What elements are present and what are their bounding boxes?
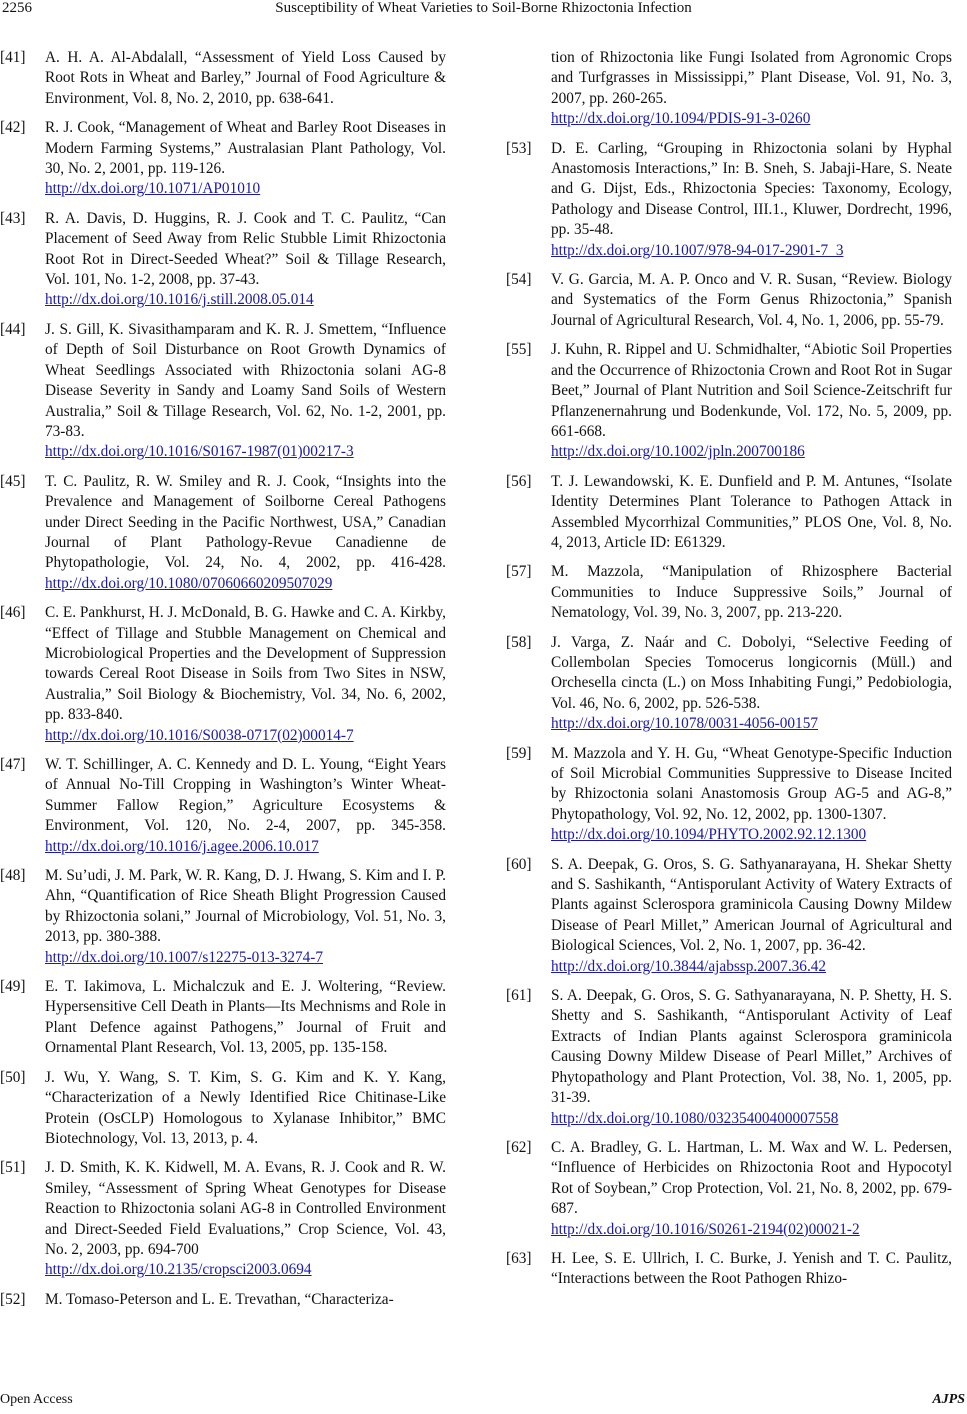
reference-number: [61] [506, 987, 532, 1005]
doi-link[interactable]: http://dx.doi.org/10.1016/j.still.2008.05.014 [45, 291, 314, 309]
reference-number: [52] [0, 1290, 26, 1308]
reference-item [0, 977, 446, 1059]
reference-text [45, 1068, 446, 1150]
reference-citation: S. A. Deepak, G. Oros, S. G. Sathyanarayana, H. Shekar Shetty and S. Sashikanth, “Antisporulant Activity of Watery Extracts of Plants against Sclerospora graminicola Causing Downy Mildew Disease of Pearl Millet,” American Journal of Agricultural and Biological Sciences, Vol. 2, No. 1, 2007, pp. 36-42. [551, 855, 952, 955]
references-left-column [0, 48, 446, 1319]
reference-citation: M. Tomaso-Peterson and L. E. Trevathan, “Characteriza- [45, 1290, 394, 1308]
reference-text [551, 855, 952, 977]
reference-number: [47] [0, 756, 26, 773]
reference-item [506, 1138, 952, 1240]
reference-item [0, 48, 446, 109]
reference-text [45, 472, 446, 594]
reference-citation: V. G. Garcia, M. A. P. Onco and V. R. Susan, “Review. Biology and Systematics of the Form Genus Rhizoctonia,” Spanish Journal of Agricultural Research, Vol. 4, No. 1, 2006, pp. 55-79. [551, 271, 952, 329]
reference-item [506, 1249, 952, 1290]
reference-citation: T. J. Lewandowski, K. E. Dunfield and P. M. Antunes, “Isolate Identity Determines Plant Tolerance to Pathogen Attack in Assembled Mycorrhizal Communities,” PLOS One, Vol. 8, No. 4, 2013, Article ID: E61329. [551, 472, 952, 551]
reference-item [0, 755, 446, 857]
doi-link[interactable]: http://dx.doi.org/10.1080/07060660209507029 [45, 574, 333, 592]
reference-text [45, 48, 446, 109]
doi-link[interactable]: http://dx.doi.org/10.1007/s12275-013-3274-7 [45, 948, 324, 966]
reference-text [45, 1158, 446, 1280]
reference-item [506, 139, 952, 261]
reference-text [45, 209, 446, 311]
reference-number: [51] [0, 1159, 26, 1177]
reference-text [45, 1290, 446, 1310]
reference-citation: J. D. Smith, K. K. Kidwell, M. A. Evans, R. J. Cook and R. W. Smiley, “Assessment of Spring Wheat Genotypes for Disease Reaction to Rhizoctonia solani AG-8 in Controlled Environment and Direct-Seeded Field Evaluations,” Crop Science, Vol. 43, No. 2, 2003, pp. 694-700 [45, 1159, 446, 1258]
reference-text [551, 472, 952, 554]
reference-text [551, 633, 952, 735]
reference-citation: C. E. Pankhurst, H. J. McDonald, B. G. Hawke and C. A. Kirkby, “Effect of Tillage and Stubble Management on Chemical and Microbiological Properties and the Development of Suppression towards Cereal Root Disease in Soils from Two Sites in NSW, Australia,” Soil Biology & Biochemistry, Vol. 34, No. 6, 2002, pp. 833-840. [45, 604, 446, 724]
footer-open-access: Open Access [0, 1392, 73, 1407]
reference-text [551, 986, 952, 1129]
doi-link[interactable]: http://dx.doi.org/10.1016/S0038-0717(02)00014-7 [45, 726, 354, 744]
reference-item [506, 472, 952, 554]
reference-number: [57] [506, 563, 532, 581]
reference-text [45, 755, 446, 857]
doi-link[interactable]: http://dx.doi.org/10.1071/AP01010 [45, 180, 261, 198]
reference-number: [62] [506, 1138, 532, 1156]
reference-citation: M. Su’udi, J. M. Park, W. R. Kang, D. J. Hwang, S. Kim and I. P. Ahn, “Quantification of Rice Sheath Blight Progression Caused by Rhizoctonia solani,” Journal of Microbiology, Vol. 51, No. 3, 2013, pp. 380-388. [45, 867, 446, 946]
reference-text [551, 139, 952, 261]
reference-number: [53] [506, 139, 532, 157]
reference-citation: R. J. Cook, “Management of Wheat and Barley Root Diseases in Modern Farming Systems,” Australasian Plant Pathology, Vol. 30, No. 2, 2001, pp. 119-126. [45, 119, 446, 178]
reference-item [506, 633, 952, 735]
reference-number: [46] [0, 604, 26, 622]
page-number: 2256 [2, 0, 32, 16]
reference-number: [55] [506, 341, 532, 359]
reference-number: [42] [0, 119, 26, 137]
reference-text [45, 866, 446, 968]
doi-link[interactable]: http://dx.doi.org/10.1094/PHYTO.2002.92.12.1300 [551, 826, 867, 844]
reference-number: [56] [506, 472, 532, 490]
doi-link[interactable]: http://dx.doi.org/10.1080/03235400400007558 [551, 1109, 839, 1127]
reference-number: [45] [0, 472, 26, 490]
reference-item [506, 855, 952, 977]
reference-citation: T. C. Paulitz, R. W. Smiley and R. J. Cook, “Insights into the Prevalence and Management of Soilborne Cereal Pathogens under Direct Seeding in the Pacific Northwest, USA,” Canadian Journal of Plant Pathology-Revue Canadienne de Phytopathologie, Vol. 24, No. 4, 2002, pp. 416-428. [45, 472, 446, 572]
reference-item [0, 1068, 446, 1150]
reference-number: [54] [506, 271, 532, 289]
reference-item [0, 866, 446, 968]
reference-item [506, 340, 952, 462]
doi-link[interactable]: http://dx.doi.org/10.1016/S0261-2194(02)00021-2 [551, 1220, 860, 1238]
reference-text [45, 320, 446, 463]
reference-item [506, 270, 952, 331]
reference-number: [41] [0, 49, 26, 66]
reference-item [0, 320, 446, 463]
reference-item [0, 209, 446, 311]
reference-citation: J. Wu, Y. Wang, S. T. Kim, S. G. Kim and K. Y. Kang, “Characterization of a Newly Identified Rice Chitinase-Like Protein (OsCLP) Homologous to Xylanase Inhibitor,” BMC Biotechnology, Vol. 13, 2013, p. 4. [45, 1068, 446, 1147]
reference-text [551, 270, 952, 331]
reference-item [0, 1158, 446, 1280]
reference-citation: C. A. Bradley, G. L. Hartman, L. M. Wax and W. L. Pedersen, “Influence of Herbicides on Rhizoctonia Root and Hypocotyl Rot of Soybean,” Crop Protection, Vol. 21, No. 8, 2002, pp. 679-687. [551, 1138, 952, 1218]
reference-citation: E. T. Iakimova, L. Michalczuk and E. J. Woltering, “Review. Hypersensitive Cell Death in Plants—Its Mechnisms and Role in Plant Defence against Pathogens,” Journal of Fruit and Ornamental Plant Research, Vol. 13, 2005, pp. 135-158. [45, 978, 446, 1057]
reference-item [0, 472, 446, 594]
doi-link[interactable]: http://dx.doi.org/10.1016/j.agee.2006.10.017 [45, 837, 319, 855]
doi-link[interactable]: http://dx.doi.org/10.1002/jpln.200700186 [551, 443, 805, 461]
reference-number: [60] [506, 855, 532, 873]
doi-link[interactable]: http://dx.doi.org/10.3844/ajabssp.2007.36.42 [551, 957, 827, 975]
reference-number: [43] [0, 209, 26, 227]
reference-item [506, 744, 952, 846]
doi-link[interactable]: http://dx.doi.org/10.1094/PDIS-91-3-0260 [551, 110, 811, 128]
reference-citation: J. S. Gill, K. Sivasithamparam and K. R. J. Smettem, “Influence of Depth of Soil Disturbance on Root Growth Dynamics of Wheat Seedlings Associated with Rhizoctonia solani AG-8 Disease Severity in Sandy and Loamy Sand Soils of Western Australia,” Soil & Tillage Research, Vol. 62, No. 1-2, 2001, pp. 73-83. [45, 320, 446, 440]
doi-link[interactable]: http://dx.doi.org/10.1016/S0167-1987(01)00217-3 [45, 443, 354, 461]
page-header [0, 0, 967, 24]
reference-citation: S. A. Deepak, G. Oros, S. G. Sathyanarayana, N. P. Shetty, H. S. Shetty and S. Sashikanth, “Antisporulant Activity of Leaf Extracts of Indian Plants against Sclerospora graminicola Causing Downy Mildew Disease of Pearl Millet,” Archives of Phytopathology and Plant Protection, Vol. 38, No. 1, 2005, pp. 31-39. [551, 987, 952, 1107]
reference-citation: A. H. A. Al-Abdalall, “Assessment of Yield Loss Caused by Root Rots in Wheat and Barley,” Journal of Food Agriculture & Environment, Vol. 8, No. 2, 2010, pp. 638-641. [45, 49, 446, 107]
references-right-column [506, 48, 952, 1299]
reference-text [551, 562, 952, 623]
footer-journal: AJPS [932, 1392, 965, 1407]
reference-item [0, 118, 446, 200]
doi-link[interactable]: http://dx.doi.org/10.1007/978-94-017-2901-7_3 [551, 241, 844, 259]
reference-citation: M. Mazzola and Y. H. Gu, “Wheat Genotype-Specific Induction of Soil Microbial Communities Suppressive to Disease Incited by Rhizoctonia solani Anastomosis Group AG-5 and AG-8,” Phytopathology, Vol. 92, No. 12, 2002, pp. 1300-1307. [551, 744, 952, 823]
reference-number: [58] [506, 633, 532, 651]
reference-text [551, 744, 952, 846]
reference-number: [49] [0, 978, 26, 996]
reference-text [551, 340, 952, 462]
reference-number: [63] [506, 1249, 532, 1267]
reference-text [45, 977, 446, 1059]
reference-citation: J. Kuhn, R. Rippel and U. Schmidhalter, “Abiotic Soil Properties and the Occurrence of Rhizoctonia Crown and Root Rot in Sugar Beet,” Journal of Plant Nutrition and Soil Science-Zeitschrift fur Pflanzenernahrung und Bodenkunde, Vol. 172, No. 5, 2009, pp. 661-668. [551, 341, 952, 440]
reference-text [551, 48, 952, 130]
reference-number: [50] [0, 1068, 26, 1086]
reference-citation: R. A. Davis, D. Huggins, R. J. Cook and T. C. Paulitz, “Can Placement of Seed Away from Relic Stubble Limit Rhizoctonia Root Rot in Direct-Seeded Wheat?” Soil & Tillage Research, Vol. 101, No. 1-2, 2008, pp. 37-43. [45, 209, 446, 289]
page-footer [0, 1392, 967, 1412]
reference-citation: H. Lee, S. E. Ullrich, I. C. Burke, J. Yenish and T. C. Paulitz, “Interactions between the Root Pathogen Rhizo- [551, 1249, 952, 1288]
reference-item [0, 603, 446, 746]
reference-number: [59] [506, 744, 532, 762]
reference-citation: W. T. Schillinger, A. C. Kennedy and D. L. Young, “Eight Years of Annual No-Till Cropping in Washington’s Winter Wheat-Summer Fallow Region,” Agriculture Ecosystems & Environment, Vol. 120, No. 2-4, 2007, pp. 345-358. [45, 756, 446, 835]
reference-item [506, 48, 952, 130]
reference-number: [48] [0, 867, 26, 885]
doi-link[interactable]: http://dx.doi.org/10.2135/cropsci2003.0694 [45, 1261, 312, 1279]
reference-citation: J. Varga, Z. Naár and C. Dobolyi, “Selective Feeding of Collembolan Species Tomocerus longicornis (Müll.) and Orchesella cincta (L.) on Moss Inhabiting Fungi,” Pedobiologia, Vol. 46, No. 6, 2002, pp. 526-538. [551, 633, 952, 712]
reference-item [506, 986, 952, 1129]
reference-citation: M. Mazzola, “Manipulation of Rhizosphere Bacterial Communities to Induce Suppressive Soils,” Journal of Nematology, Vol. 39, No. 3, 2007, pp. 213-220. [551, 563, 952, 622]
reference-text [45, 603, 446, 746]
running-title: Susceptibility of Wheat Varieties to Soil-Borne Rhizoctonia Infection [275, 0, 692, 16]
reference-citation: tion of Rhizoctonia like Fungi Isolated from Agronomic Crops and Turfgrasses in Mississippi,” Plant Disease, Vol. 91, No. 3, 2007, pp. 260-265. [551, 49, 952, 107]
reference-item [0, 1290, 446, 1310]
reference-text [45, 118, 446, 200]
reference-citation: D. E. Carling, “Grouping in Rhizoctonia solani by Hyphal Anastomosis Interactions,” In: B. Sneh, S. Jabaji-Hare, S. Neate and G. Dijst, Eds., Rhizoctonia Species: Taxonomy, Ecology, Pathology and Disease Control, III.1., Kluwer, Dordrecht, 1996, pp. 35-48. [551, 139, 952, 239]
reference-text [551, 1138, 952, 1240]
reference-number: [44] [0, 320, 26, 338]
reference-text [551, 1249, 952, 1290]
reference-item [506, 562, 952, 623]
doi-link[interactable]: http://dx.doi.org/10.1078/0031-4056-00157 [551, 715, 818, 733]
